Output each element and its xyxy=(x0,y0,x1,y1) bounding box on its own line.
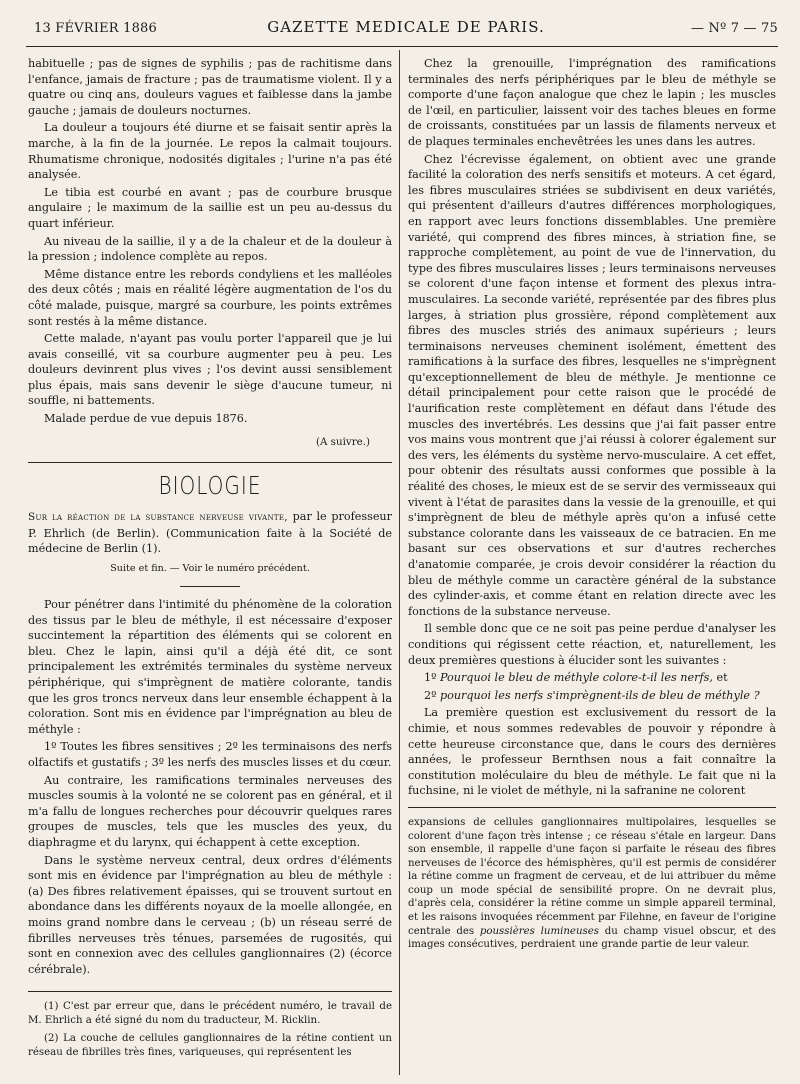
paragraph: Pour pénétrer dans l'intimité du phénomène de la coloration des tissus par le bleu de méthyle, il est nécessaire d'exposer succintement la répartition des éléments qui se colorent en bleu. Chez le lapin, ainsi qu'il a déjà été dit, ce sont principalement les extrémités terminales du système nerveux périphérique, qui s'imprègnent de matière colorante, tandis que les gros troncs nerveux dans leur ensemble échappent à la coloration. Sont mis en évidence par l'imprégnation au bleu de méthyle : xyxy=(28,598,392,736)
header-rule xyxy=(26,46,778,47)
footnote-italic: poussières lumineuses xyxy=(479,925,599,937)
page-header xyxy=(34,18,778,42)
paragraph: Dans le système nerveux central, deux ordres d'éléments sont mis en évidence par l'imprégnation au bleu de méthyle : (a) Des fibres relativement épaisses, qui se trouvent surtout en abondance dans les différents noyaux de la moelle allongée, en moins grand nombre dans le cerveau ; (b) un réseau serré de fibrilles nerveuses très ténues, parsemées de rugosités, qui sont en connexion avec des cellules ganglionnaires (2) (écorce cérébrale). xyxy=(28,853,392,976)
paragraph: 1º Toutes les fibres sensitives ; 2º les terminaisons des nerfs olfactifs et gustatifs ; 3º les nerfs des muscles lisses et du cœur. xyxy=(28,740,392,769)
paragraph: Au contraire, les ramifications terminales nerveuses des muscles soumis à la volonté ne se colorent pas en général, et il m'a fallu de longues recherches pour découvrir quelques rares groupes de muscles, tels que les muscles des yeux, du diaphragme et du larynx, qui échappent à cette exception. xyxy=(28,773,392,849)
paragraph: La douleur a toujours été diurne et se faisait sentir après la marche, à la fin de la journée. Le repos la calmait toujours. Rhumatisme chronique, nodosités digitales ; l'urine n'a pas été analysée. xyxy=(28,121,392,182)
paragraph: Il semble donc que ce ne soit pas peine perdue d'analyser les conditions qui régissent cette réaction, et, naturellement, les deux premières questions à élucider sont les suivantes : xyxy=(408,622,776,667)
paragraph: Chez l'écrevisse également, on obtient avec une grande facilité la coloration des nerfs sensitifs et moteurs. A cet égard, les fibres musculaires striées se subdivisent en deux variétés, qui présentent d'ailleurs d'autres différences morphologiques, en rapport avec leurs fonctions dissemblables. Une première variété, qui comprend des fibres minces, à striation fine, se rapproche complètement, au point de vue de l'innervation, du type des fibres musculaires lisses ; leurs terminaisons nerveuses se colorent d'une façon intense et forment des plexus intra-musculaires. La seconde variété, représentée par des fibres plus larges, à striation plus grossière, répond complètement aux fibres des muscles striés des animaux supérieurs ; leurs terminaisons nerveuses cheminent isolément, émettent des ramifications à la surface des fibres, lesquelles ne s'imprègnent qu'exceptionnellement de bleu de méthyle. Je mentionne ce détail principalement pour cette raison que le procédé de l'aurification reste complètement en défaut dans l'étude des muscles des invertébrés. Les dessins que j'ai fait passer entre vos mains vous montrent que j'ai réussi à colorer également sur des vers, les éléments du système nervo-musculaire. A cet effet, pour obtenir des résultats aussi conformes que possible à la réalité des choses, le mieux est de se servir des vermisseaux qui vivent à l'état de parasites dans la vessie de la grenouille, et qui s'imprègnent de bleu de méthyle après qu'on a infusé cette substance colorante dans les vaisseaux de ce batracien. En me basant sur ces observations et sur d'autres recherches d'anatomie comparée, je crois devoir considérer la réaction du bleu de méthyle comme un caractère général de la substance des cylinder-axis, et comme étant en relation directe avec les fonctions de la substance nerveuse. xyxy=(408,152,776,618)
footnote-text: du champ visuel obscur, et des images consécutives, perdraient une grande partie de leur valeur. xyxy=(408,925,776,951)
paragraph: La première question est exclusivement du ressort de la chimie, et nous sommes redevables de pouvoir y répondre à cette heureuse circonstance que, dans le cours des dernières années, le professeur Bernthsen nous a fait connaître la constitution moléculaire du bleu de méthyle. Le fait que ni la fuchsine, ni le violet de méthyle, ni la safranine ne colorent xyxy=(408,706,776,798)
section-rule xyxy=(28,462,392,463)
header-date: 13 FÉVRIER 1886 xyxy=(34,21,157,36)
left-column xyxy=(28,56,392,1076)
question-number: 1º xyxy=(424,671,440,685)
paragraph: Au niveau de la saillie, il y a de la chaleur et de la douleur à la pression ; indolence complète au repos. xyxy=(28,234,392,264)
paragraph: Le tibia est courbé en avant ; pas de courbure brusque angulaire ; le maximum de la saillie est un peu au-dessus du quart inférieur. xyxy=(28,185,392,230)
to-be-continued: (A suivre.) xyxy=(315,435,370,448)
article-title xyxy=(28,509,392,557)
question-tail: et xyxy=(712,671,728,685)
column-divider xyxy=(399,50,400,1075)
paragraph: Chez la grenouille, l'imprégnation des ramifications terminales des nerfs périphériques par le bleu de méthyle se comporte d'une façon analogue que chez le lapin ; les muscles de l'œil, en particulier, laissent voir des taches bleues en forme de croissants, constituées par un lassis de filaments nerveux et de plaques terminales enchevêtrées les unes dans les autres. xyxy=(408,57,776,148)
footnote-rule xyxy=(28,991,392,992)
question-text: Pourquoi le bleu de méthyle colore-t-il les nerfs, xyxy=(439,671,713,685)
right-column xyxy=(408,56,776,1076)
paragraph: Cette malade, n'ayant pas voulu porter l'appareil que je lui avais conseillé, vit sa courbure augmenter peu à peu. Les douleurs devinrent plus vives ; l'os devint aussi sensiblement plus épais, mais sans devenir le siège d'aucune tumeur, ni souffle, ni battements. xyxy=(28,332,392,408)
paragraph: Malade perdue de vue depuis 1876. xyxy=(44,412,248,426)
paragraph: Même distance entre les rebords condyliens et les malléoles des deux côtés ; mais en réalité légère augmentation de l'os du côté malade, puisque, margré sa courbure, les points extrêmes sont restés à la même distance. xyxy=(28,267,392,328)
section-title: BIOLOGIE xyxy=(158,470,262,501)
footnote: (1) C'est par erreur que, dans le précédent numéro, le travail de M. Ehrlich a été signé du nom du traducteur, M. Ricklin. xyxy=(28,1001,392,1027)
short-rule xyxy=(180,586,240,587)
continuation-note: Suite et fin. — Voir le numéro précédent. xyxy=(110,563,310,575)
footnote-rule xyxy=(408,807,776,808)
paragraph: habituelle ; pas de signes de syphilis ; pas de rachitisme dans l'enfance, jamais de fracture ; pas de traumatisme violent. Il y a quatre ou cinq ans, douleurs vagues et faiblesse dans la jambe gauche ; jamais de douleurs nocturnes. xyxy=(28,57,392,117)
header-page-number: — Nº 7 — 75 xyxy=(690,21,778,36)
article-title-rest: par le professeur P. Ehrlich (de Berlin). (Communication faite à la Société de médecine de Berlin (1). xyxy=(28,510,392,556)
question-text: pourquoi les nerfs s'imprègnent-ils de bleu de méthyle ? xyxy=(439,688,760,702)
header-title: GAZETTE MEDICALE DE PARIS. xyxy=(267,18,545,36)
question-number: 2º xyxy=(424,688,440,702)
footnote: (2) La couche de cellules ganglionnaires de la rétine contient un réseau de fibrilles très fines, variqueuses, qui représentent les xyxy=(28,1033,392,1059)
footnote-text: expansions de cellules ganglionnaires multipolaires, lesquelles se colorent d'une façon très intense ; ce réseau s'étale en largeur. Dans son ensemble, il rappelle d'une façon si parfaite le réseau des fibres nerveuses de l'écorce des hémisphères, qu'il est permis de considérer la rétine comme un fragment de cerveau, et de lui attribuer du même coup un mode spécial de sensibilité propre. On ne devrait plus, d'après cela, considérer la rétine comme un simple appareil terminal, et les raisons invoquées récemment par Filehne, en faveur de l'origine centrale des xyxy=(408,816,776,937)
question-1 xyxy=(408,670,776,686)
article-title-smallcaps: Sur la réaction de la substance nerveuse vivante, xyxy=(28,511,288,524)
footnote-continued xyxy=(408,816,776,952)
question-2 xyxy=(408,688,776,704)
